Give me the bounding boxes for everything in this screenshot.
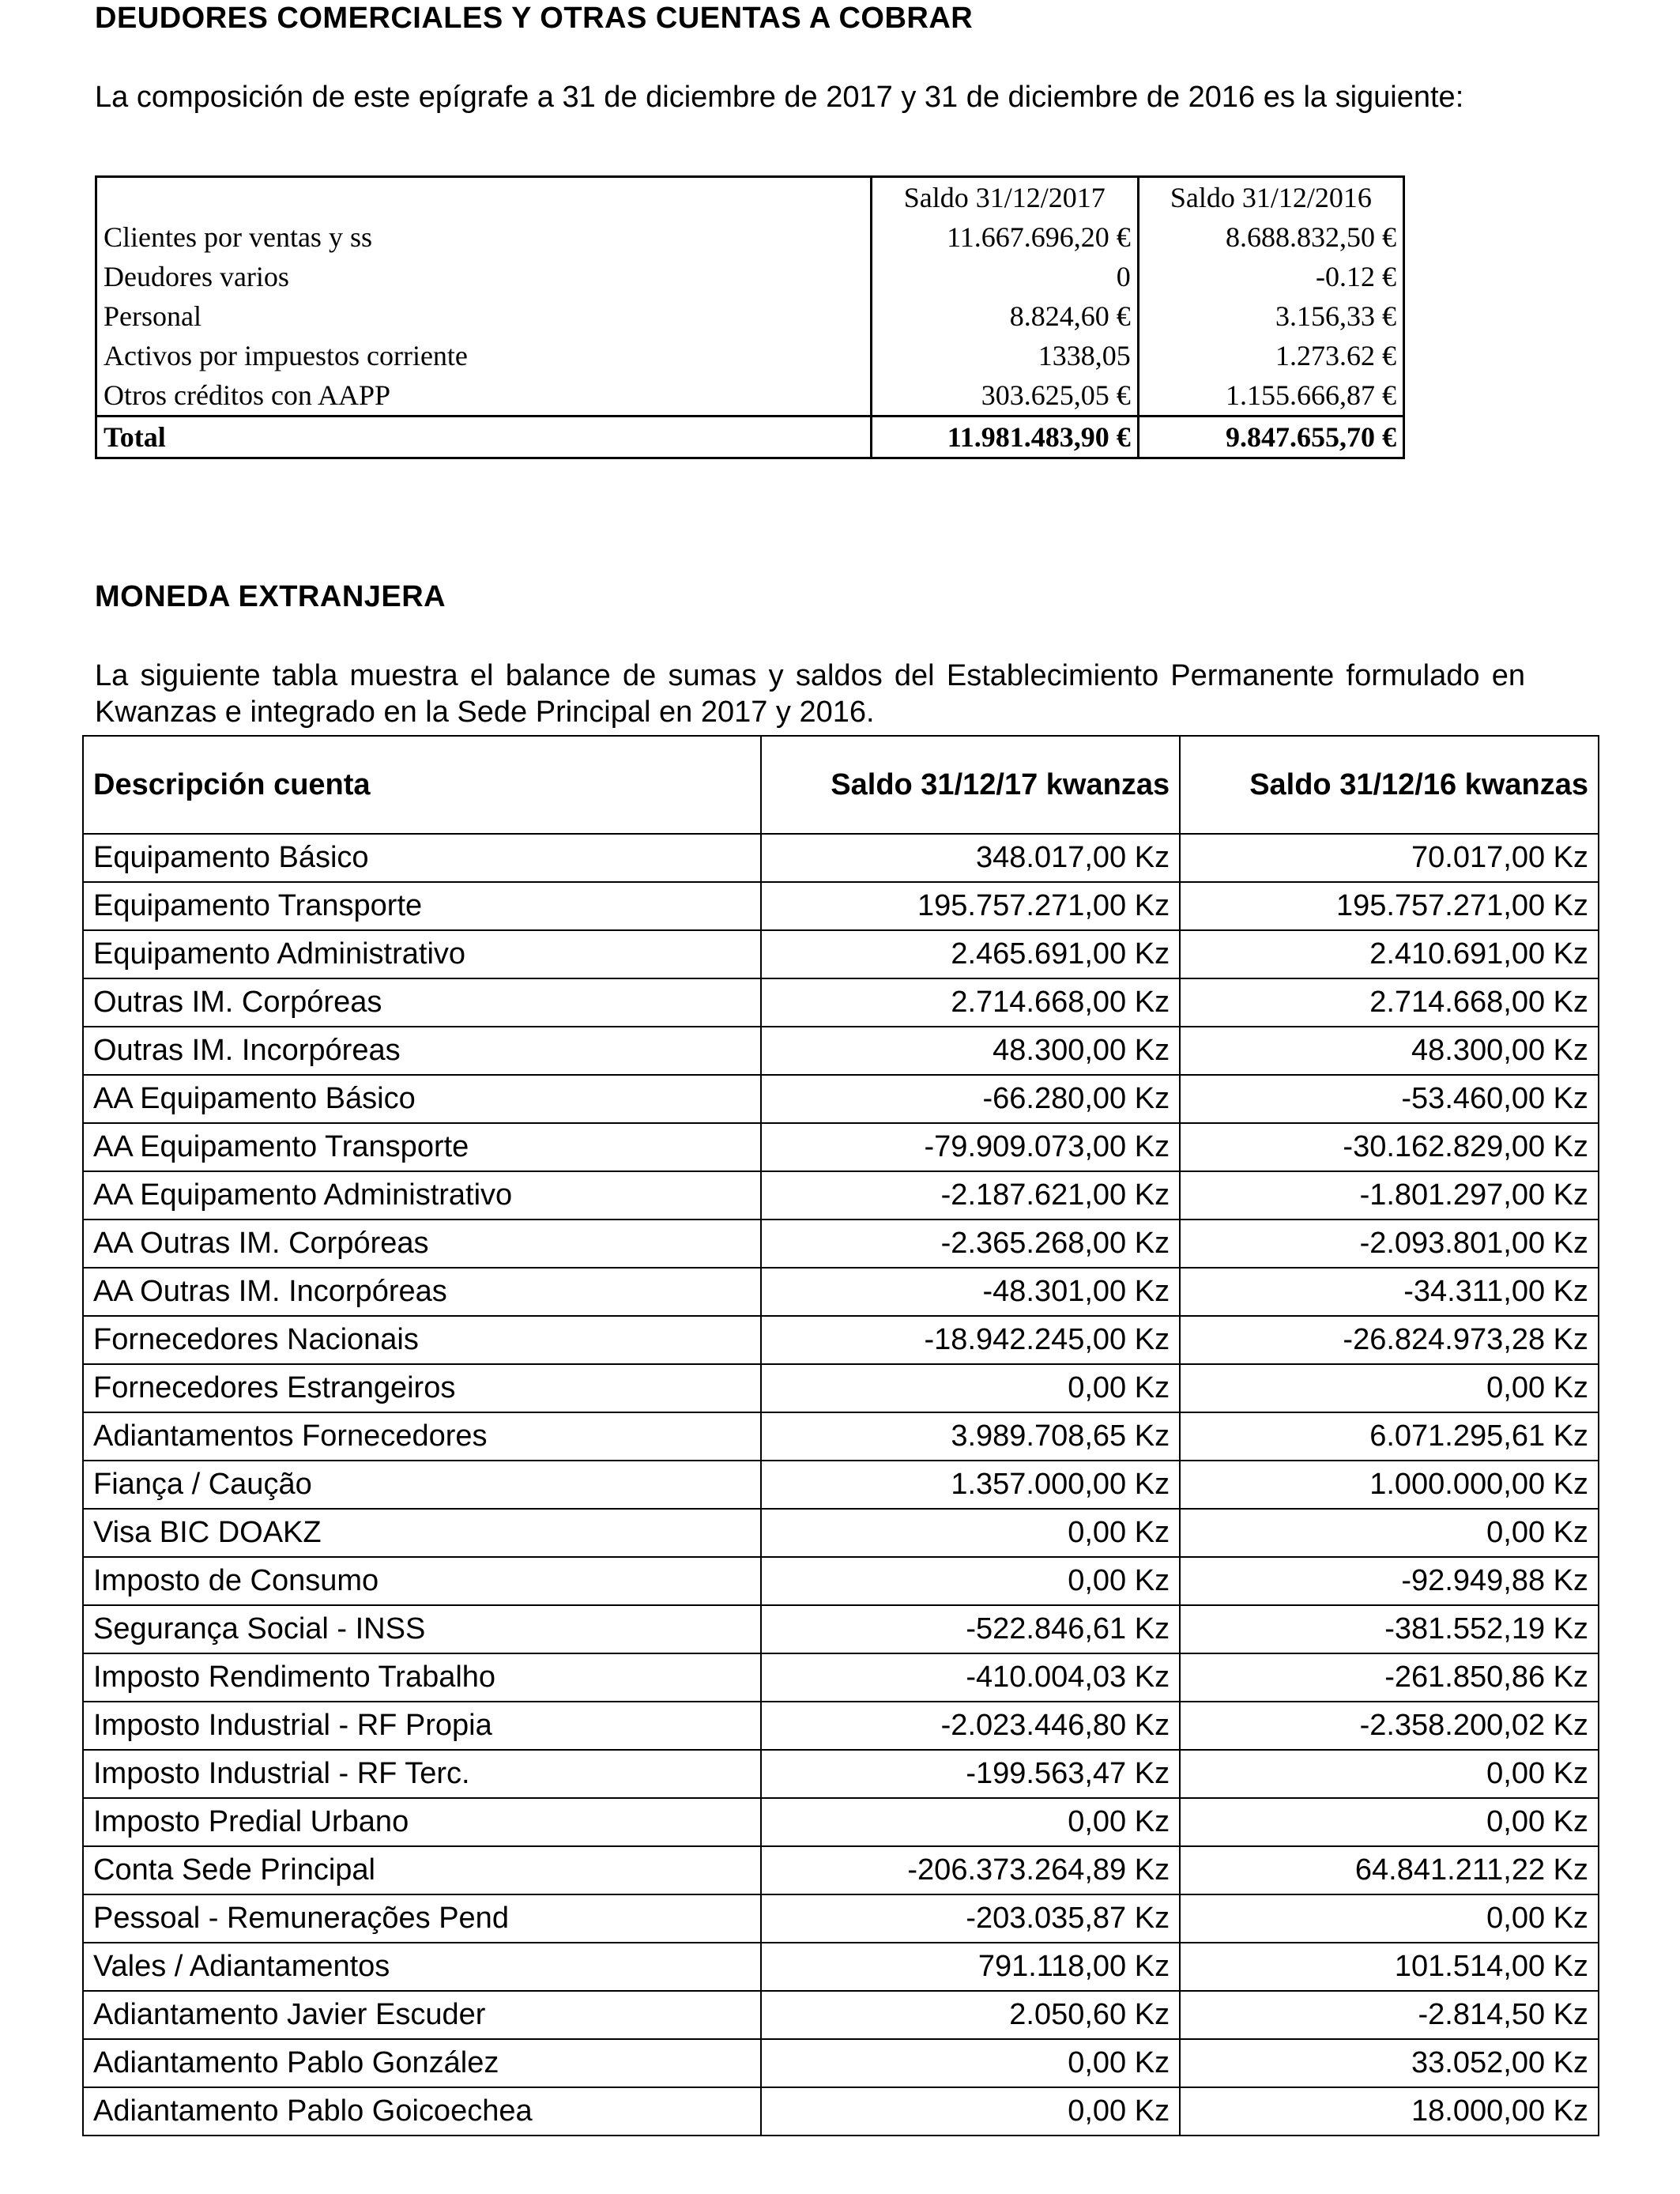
row-value: 303.625,05 €	[871, 375, 1138, 417]
account-balance: -410.004,03 Kz	[761, 1653, 1180, 1702]
account-balance: 0,00 Kz	[1180, 1364, 1599, 1412]
table-row	[83, 1075, 1599, 1123]
table-row	[83, 834, 1599, 882]
table-row	[83, 1268, 1599, 1316]
account-name: AA Equipamento Básico	[83, 1075, 761, 1123]
header-cell: Saldo 31/12/17 kwanzas	[761, 736, 1180, 834]
account-balance: -34.311,00 Kz	[1180, 1268, 1599, 1316]
table-row	[96, 375, 1404, 417]
table-row	[83, 1316, 1599, 1364]
table-row	[83, 1653, 1599, 1702]
account-balance: -203.035,87 Kz	[761, 1894, 1180, 1943]
table-row	[83, 978, 1599, 1027]
table-row	[83, 882, 1599, 930]
account-name: Equipamento Básico	[83, 834, 761, 882]
account-balance: 101.514,00 Kz	[1180, 1943, 1599, 1991]
account-name: Pessoal - Remunerações Pend	[83, 1894, 761, 1943]
account-balance: -2.093.801,00 Kz	[1180, 1220, 1599, 1268]
account-balance: -199.563,47 Kz	[761, 1750, 1180, 1798]
account-balance: 348.017,00 Kz	[761, 834, 1180, 882]
account-name: Outras IM. Incorpóreas	[83, 1027, 761, 1075]
account-balance: -18.942.245,00 Kz	[761, 1316, 1180, 1364]
account-balance: 0,00 Kz	[1180, 1894, 1599, 1943]
table-row	[83, 1027, 1599, 1075]
account-balance: -79.909.073,00 Kz	[761, 1123, 1180, 1171]
account-name: Adiantamentos Fornecedores	[83, 1412, 761, 1461]
account-name: AA Outras IM. Corpóreas	[83, 1220, 761, 1268]
row-value: 1338,05	[871, 336, 1138, 375]
account-balance: 0,00 Kz	[1180, 1798, 1599, 1846]
account-name: Vales / Adiantamentos	[83, 1943, 761, 1991]
row-value: 0	[871, 257, 1138, 296]
account-name: AA Equipamento Administrativo	[83, 1171, 761, 1220]
table-row	[83, 1123, 1599, 1171]
account-balance: 1.000.000,00 Kz	[1180, 1461, 1599, 1509]
table-row	[83, 2039, 1599, 2087]
account-balance: 0,00 Kz	[761, 1509, 1180, 1557]
account-name: Equipamento Transporte	[83, 882, 761, 930]
receivables-table	[95, 175, 1405, 459]
table-row	[96, 257, 1404, 296]
header-cell: Descripción cuenta	[83, 736, 761, 834]
account-balance: -2.365.268,00 Kz	[761, 1220, 1180, 1268]
account-balance: 0,00 Kz	[761, 2087, 1180, 2136]
table-row	[83, 1461, 1599, 1509]
header-cell: Saldo 31/12/16 kwanzas	[1180, 736, 1599, 834]
account-name: Visa BIC DOAKZ	[83, 1509, 761, 1557]
account-balance: 2.714.668,00 Kz	[761, 978, 1180, 1027]
table-row	[83, 1412, 1599, 1461]
table-row	[83, 1991, 1599, 2039]
header-cell	[96, 177, 872, 218]
table-row	[83, 1557, 1599, 1605]
section2-heading: MONEDA EXTRANJERA	[95, 580, 446, 613]
table-row	[83, 930, 1599, 978]
account-balance: -261.850,86 Kz	[1180, 1653, 1599, 1702]
account-balance: -2.023.446,80 Kz	[761, 1702, 1180, 1750]
account-balance: 0,00 Kz	[761, 1798, 1180, 1846]
account-balance: -30.162.829,00 Kz	[1180, 1123, 1599, 1171]
account-balance: 195.757.271,00 Kz	[761, 882, 1180, 930]
account-name: Adiantamento Pablo González	[83, 2039, 761, 2087]
table-row	[83, 1171, 1599, 1220]
account-balance: 0,00 Kz	[761, 1364, 1180, 1412]
account-balance: -92.949,88 Kz	[1180, 1557, 1599, 1605]
row-label: Activos por impuestos corriente	[96, 336, 872, 375]
account-name: Imposto Rendimento Trabalho	[83, 1653, 761, 1702]
table-row	[83, 1605, 1599, 1653]
account-name: Conta Sede Principal	[83, 1846, 761, 1894]
table-row	[83, 1943, 1599, 1991]
table-header-row	[83, 736, 1599, 834]
table-row	[83, 1509, 1599, 1557]
row-value: 1.273.62 €	[1275, 340, 1396, 371]
account-balance: 18.000,00 Kz	[1180, 2087, 1599, 2136]
header-cell: Saldo 31/12/2016	[1170, 182, 1372, 213]
row-label: Otros créditos con AAPP	[96, 375, 872, 417]
table-header-row	[96, 177, 1404, 218]
account-balance: 0,00 Kz	[1180, 1750, 1599, 1798]
account-name: AA Outras IM. Incorpóreas	[83, 1268, 761, 1316]
account-balance: 48.300,00 Kz	[761, 1027, 1180, 1075]
account-balance: 195.757.271,00 Kz	[1180, 882, 1599, 930]
row-label: Personal	[96, 296, 872, 336]
total-row	[96, 417, 1404, 458]
account-balance: 1.357.000,00 Kz	[761, 1461, 1180, 1509]
total-value: 9.847.655,70 €	[1138, 417, 1403, 458]
account-balance: -2.187.621,00 Kz	[761, 1171, 1180, 1220]
row-label: Deudores varios	[96, 257, 872, 296]
account-balance: -26.824.973,28 Kz	[1180, 1316, 1599, 1364]
table-row	[83, 1364, 1599, 1412]
section2-intro: La siguiente tabla muestra el balance de sumas y saldos del Establecimiento Permanente formulado en Kwanzas e integrado en la Sede Principal en 2017 y 2016.	[95, 659, 1525, 729]
total-label: Total	[96, 417, 872, 458]
account-balance: -1.801.297,00 Kz	[1180, 1171, 1599, 1220]
account-name: Imposto Industrial - RF Terc.	[83, 1750, 761, 1798]
account-balance: -48.301,00 Kz	[761, 1268, 1180, 1316]
account-name: Imposto Predial Urbano	[83, 1798, 761, 1846]
table-row	[83, 1702, 1599, 1750]
row-value: 8.824,60 €	[871, 296, 1138, 336]
account-balance: 2.050,60 Kz	[761, 1991, 1180, 2039]
account-balance: -2.814,50 Kz	[1180, 1991, 1599, 2039]
table-row	[83, 2087, 1599, 2136]
header-cell: Saldo 31/12/2017	[871, 177, 1138, 218]
account-name: Fiança / Caução	[83, 1461, 761, 1509]
table-row	[83, 1846, 1599, 1894]
account-balance: -381.552,19 Kz	[1180, 1605, 1599, 1653]
table-row	[96, 296, 1404, 336]
table-row	[83, 1798, 1599, 1846]
row-value: -0.12 €	[1316, 261, 1396, 292]
account-name: Outras IM. Corpóreas	[83, 978, 761, 1027]
account-balance: 2.714.668,00 Kz	[1180, 978, 1599, 1027]
foreign-currency-table	[82, 735, 1599, 2136]
section1-intro: La composición de este epígrafe a 31 de diciembre de 2017 y 31 de diciembre de 2016 es la siguiente:	[95, 81, 1464, 114]
row-value: 11.667.696,20 €	[871, 217, 1138, 257]
account-balance: 791.118,00 Kz	[761, 1943, 1180, 1991]
account-balance: 6.071.295,61 Kz	[1180, 1412, 1599, 1461]
account-balance: 0,00 Kz	[761, 1557, 1180, 1605]
account-name: Adiantamento Javier Escuder	[83, 1991, 761, 2039]
account-name: Segurança Social - INSS	[83, 1605, 761, 1653]
account-balance: 64.841.211,22 Kz	[1180, 1846, 1599, 1894]
account-name: Fornecedores Estrangeiros	[83, 1364, 761, 1412]
account-balance: 3.989.708,65 Kz	[761, 1412, 1180, 1461]
table-row	[96, 336, 1404, 375]
account-balance: 48.300,00 Kz	[1180, 1027, 1599, 1075]
account-balance: 2.410.691,00 Kz	[1180, 930, 1599, 978]
account-balance: 33.052,00 Kz	[1180, 2039, 1599, 2087]
account-balance: 2.465.691,00 Kz	[761, 930, 1180, 978]
table-row	[83, 1220, 1599, 1268]
account-name: Equipamento Administrativo	[83, 930, 761, 978]
section1-heading: DEUDORES COMERCIALES Y OTRAS CUENTAS A COBRAR	[95, 2, 974, 35]
row-value: 3.156,33 €	[1275, 300, 1396, 332]
account-name: Imposto Industrial - RF Propia	[83, 1702, 761, 1750]
account-name: Imposto de Consumo	[83, 1557, 761, 1605]
total-value: 11.981.483,90 €	[871, 417, 1138, 458]
table-row	[96, 217, 1404, 257]
account-balance: -522.846,61 Kz	[761, 1605, 1180, 1653]
account-balance: -53.460,00 Kz	[1180, 1075, 1599, 1123]
row-label: Clientes por ventas y ss	[96, 217, 872, 257]
row-value: 1.155.666,87 €	[1226, 379, 1396, 411]
account-balance: 70.017,00 Kz	[1180, 834, 1599, 882]
account-balance: -206.373.264,89 Kz	[761, 1846, 1180, 1894]
account-balance: -66.280,00 Kz	[761, 1075, 1180, 1123]
account-balance: -2.358.200,02 Kz	[1180, 1702, 1599, 1750]
account-name: Adiantamento Pablo Goicoechea	[83, 2087, 761, 2136]
table-row	[83, 1750, 1599, 1798]
account-name: AA Equipamento Transporte	[83, 1123, 761, 1171]
account-name: Fornecedores Nacionais	[83, 1316, 761, 1364]
account-balance: 0,00 Kz	[761, 2039, 1180, 2087]
row-value: 8.688.832,50 €	[1226, 221, 1396, 253]
account-balance: 0,00 Kz	[1180, 1509, 1599, 1557]
table-row	[83, 1894, 1599, 1943]
